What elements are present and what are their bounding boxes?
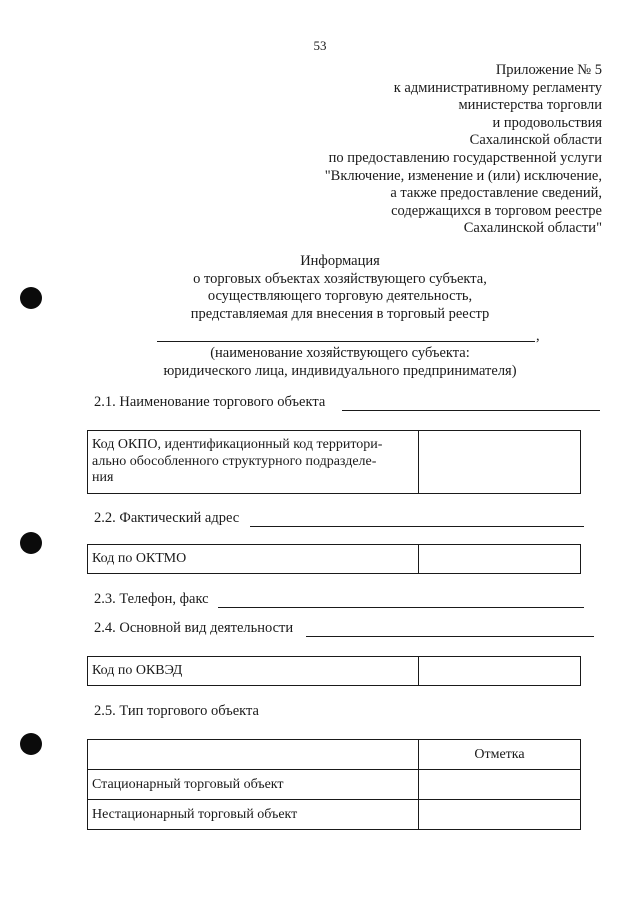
section-2-5-label: 2.5. Тип торгового объекта <box>94 703 259 719</box>
appendix-line: к административному регламенту <box>393 79 602 96</box>
punch-hole-icon <box>20 287 42 309</box>
activity-blank[interactable] <box>306 636 594 637</box>
title-line: представляемая для внесения в торговый реестр <box>190 305 490 322</box>
section-2-2-label: 2.2. Фактический адрес <box>94 510 240 526</box>
title-line: Информация <box>300 253 380 269</box>
okpo-line: ально обособленного структурного подразделе- <box>92 453 377 469</box>
appendix-line: Приложение № 5 <box>495 62 602 78</box>
section-2-4-label: 2.4. Основной вид деятельности <box>94 620 294 636</box>
section-2-1-label: 2.1. Наименование торгового объекта <box>94 394 326 410</box>
okved-value-cell[interactable] <box>419 657 581 686</box>
punch-hole-icon <box>20 532 42 554</box>
title-line: о торговых объектах хозяйствующего субъекта, <box>193 270 487 287</box>
entity-name-comma: , <box>536 328 540 344</box>
stationary-object-mark-cell[interactable] <box>419 770 581 800</box>
entity-name-caption <box>130 345 550 380</box>
okpo-label-cell <box>88 431 419 494</box>
phone-fax-blank[interactable] <box>218 607 584 608</box>
punch-hole-icon <box>20 733 42 755</box>
object-name-blank[interactable] <box>342 410 600 411</box>
okved-label-cell: Код по ОКВЭД <box>88 657 419 686</box>
type-header-empty-cell <box>88 740 419 770</box>
title-line: осуществляющего торговую деятельность, <box>207 288 473 305</box>
oktmo-value-cell[interactable] <box>419 545 581 574</box>
entity-name-blank[interactable] <box>157 341 535 342</box>
okpo-table <box>87 430 581 494</box>
okpo-value-cell[interactable] <box>419 431 581 494</box>
appendix-line: "Включение, изменение и (или) исключение, <box>324 167 602 184</box>
appendix-line: и продовольствия <box>492 114 602 131</box>
mark-header-cell: Отметка <box>419 740 581 770</box>
appendix-line: а также предоставление сведений, <box>390 185 602 202</box>
appendix-line: по предоставлению государственной услуги <box>328 149 602 166</box>
appendix-line: Сахалинской области <box>469 132 602 149</box>
appendix-line: министерства торговли <box>458 97 602 114</box>
okpo-line: Код ОКПО, идентификационный код территори- <box>92 437 383 453</box>
nonstationary-object-label: Нестационарный торговый объект <box>88 800 419 830</box>
section-2-3-label: 2.3. Телефон, факс <box>94 591 209 607</box>
okved-table <box>87 656 581 686</box>
page-number: 53 <box>313 38 327 53</box>
nonstationary-object-mark-cell[interactable] <box>419 800 581 830</box>
caption-line: (наименование хозяйствующего субъекта: <box>210 345 470 361</box>
appendix-line: содержащихся в торговом реестре <box>391 202 602 219</box>
okpo-line: ния <box>92 470 114 486</box>
document-title <box>130 253 550 323</box>
oktmo-table <box>87 544 581 574</box>
address-blank[interactable] <box>250 526 584 527</box>
oktmo-label-cell: Код по ОКТМО <box>88 545 419 574</box>
object-type-table <box>87 739 581 830</box>
appendix-header <box>325 62 602 238</box>
appendix-line: Сахалинской области" <box>463 220 602 237</box>
stationary-object-label: Стационарный торговый объект <box>88 770 419 800</box>
caption-line: юридического лица, индивидуального предпринимателя) <box>163 362 517 379</box>
